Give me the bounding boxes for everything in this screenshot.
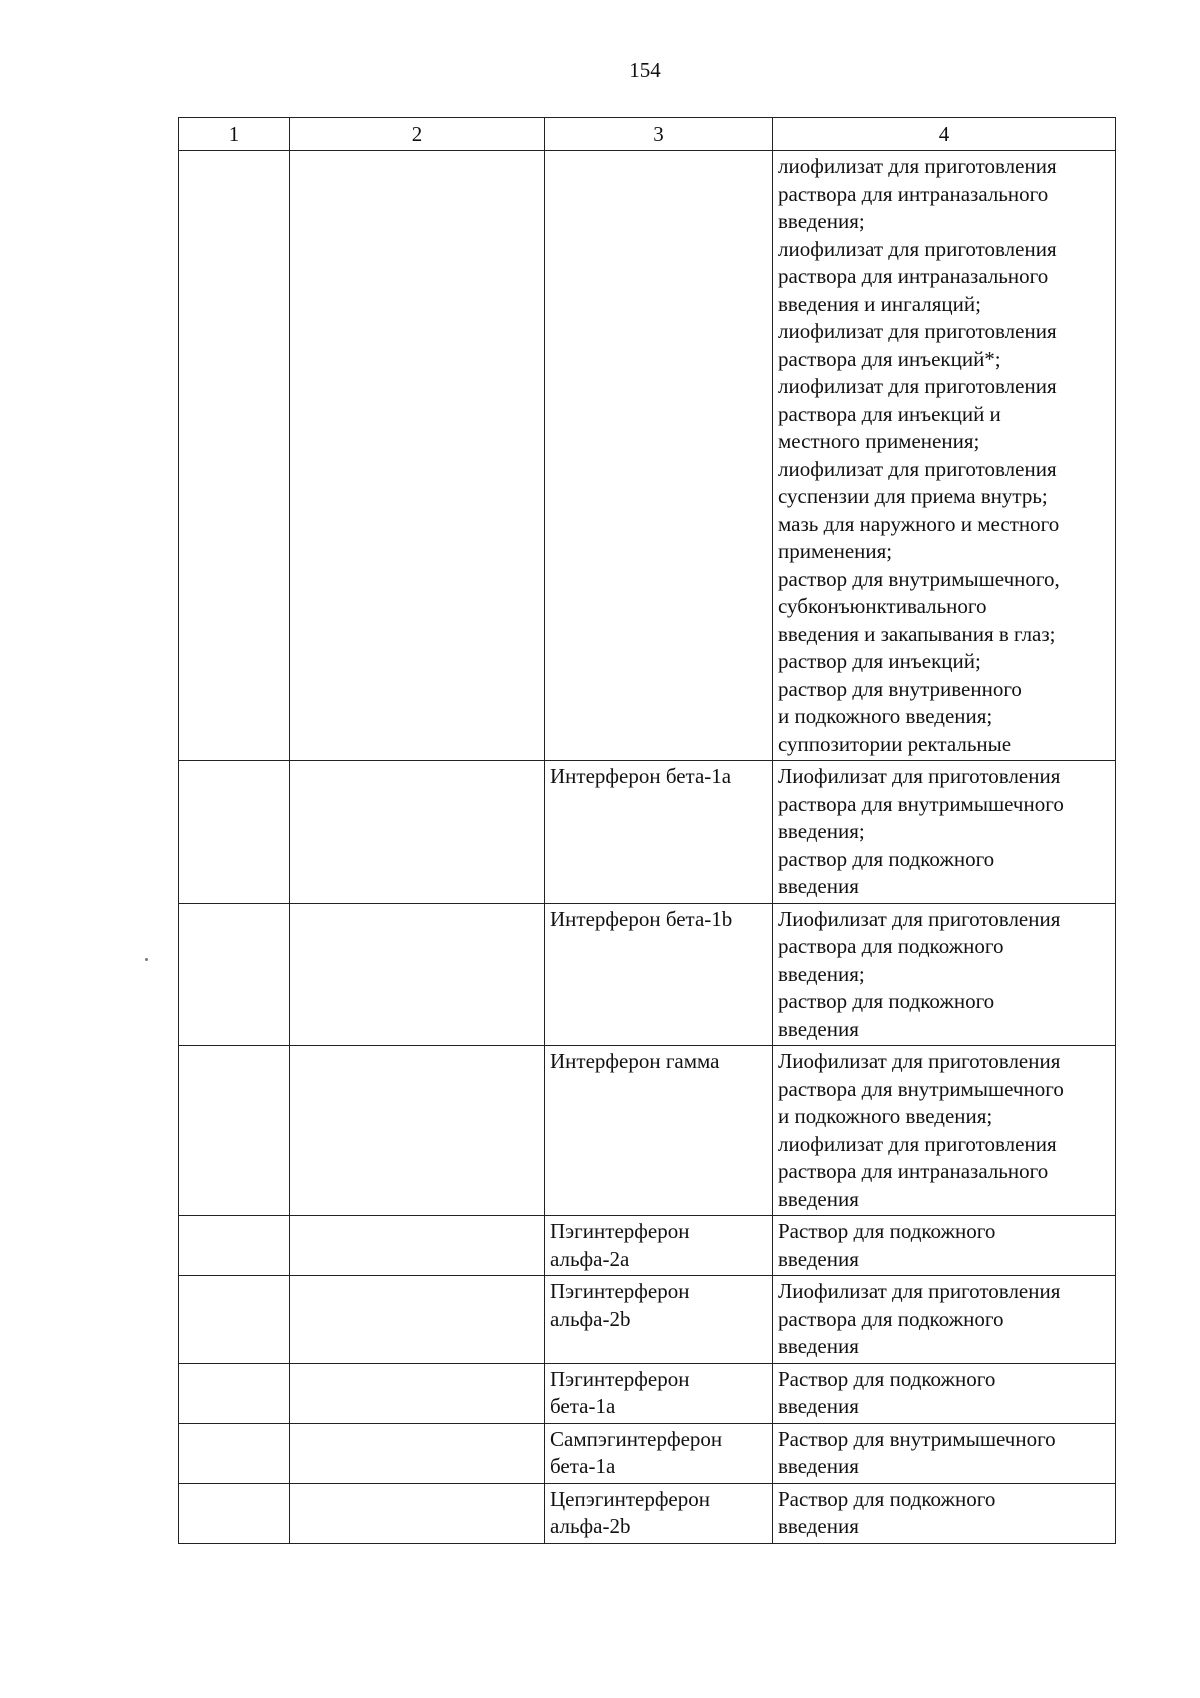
cell-text-line: раствора для интраназального: [778, 1159, 1049, 1183]
table-cell-col4: [773, 761, 1116, 904]
cell-text-line: Интерферон бета-1b: [550, 906, 733, 931]
cell-text-line: бета-1a: [550, 1394, 616, 1418]
cell-text-line: раствор для подкожного: [778, 846, 995, 871]
table-row: [179, 1046, 1116, 1216]
table-cell-col3: [545, 1216, 773, 1276]
table-row: [179, 151, 1116, 761]
cell-text-line: раствора для интраназального: [778, 181, 1049, 206]
cell-text-line: введения: [778, 1514, 859, 1538]
cell-text-line: раствора для внутримышечного: [778, 1076, 1064, 1101]
cell-text-line: раствор для подкожного: [778, 989, 995, 1013]
table-body: [179, 151, 1116, 1544]
table-row: [179, 903, 1116, 1046]
cell-text-line: раствора для подкожного: [778, 1306, 1004, 1331]
cell-text-line: раствора для подкожного: [778, 934, 1004, 958]
table-header-row: [179, 118, 1116, 151]
cell-text-line: бета-1a: [550, 1454, 616, 1478]
cell-text-line: лиофилизат для приготовления: [778, 319, 1057, 343]
table-cell-col1: [179, 1276, 290, 1364]
cell-text-line: лиофилизат для приготовления: [778, 1131, 1057, 1156]
cell-text-line: введения: [778, 1186, 859, 1211]
cell-text-line: введения: [778, 1246, 859, 1271]
table-cell-col2: [290, 903, 545, 1046]
table-row: [179, 761, 1116, 904]
scan-speck: [145, 958, 148, 961]
cell-text-line: раствора для внутримышечного: [778, 791, 1064, 816]
cell-text-line: и подкожного введения;: [778, 704, 993, 728]
cell-text-line: лиофилизат для приготовления: [778, 236, 1057, 261]
cell-text-line: раствор для внутривенного: [778, 676, 1022, 701]
table-cell-col2: [290, 1046, 545, 1216]
table-cell-col1: [179, 151, 290, 761]
cell-text-line: Раствор для внутримышечного: [778, 1426, 1056, 1451]
cell-text-line: Сампэгинтерферон: [550, 1426, 723, 1451]
cell-text-line: лиофилизат для приготовления: [778, 154, 1057, 178]
table-cell-col2: [290, 151, 545, 761]
cell-text-line: Интерферон гамма: [550, 1049, 720, 1073]
table-cell-col1: [179, 1363, 290, 1423]
cell-text-line: раствора для интраназального: [778, 264, 1049, 288]
table-cell-col4: [773, 1216, 1116, 1276]
table-cell-col4: [773, 1363, 1116, 1423]
column-header-3: 3: [545, 118, 773, 151]
cell-text-line: альфа-2b: [550, 1306, 631, 1331]
table-cell-col4: [773, 903, 1116, 1046]
table-cell-col2: [290, 1276, 545, 1364]
cell-text-line: мазь для наружного и местного: [778, 511, 1060, 536]
cell-text-line: и подкожного введения;: [778, 1104, 993, 1128]
table-cell-col2: [290, 1423, 545, 1483]
page-number: 154: [629, 58, 661, 82]
table-cell-col4: [773, 1276, 1116, 1364]
table-cell-col3: [545, 1483, 773, 1543]
table-cell-col1: [179, 1046, 290, 1216]
table-cell-col3: [545, 1276, 773, 1364]
cell-text-line: введения: [778, 1016, 859, 1041]
cell-text-line: раствора для инъекций и: [778, 401, 1001, 426]
cell-text-line: Лиофилизат для приготовления: [778, 1049, 1061, 1073]
cell-text-line: Пэгинтерферон: [550, 1219, 690, 1243]
cell-text-line: Цепэгинтерферон: [550, 1486, 710, 1511]
table-cell-col2: [290, 1216, 545, 1276]
table-cell-col3: [545, 151, 773, 761]
cell-text-line: введения и ингаляций;: [778, 291, 981, 316]
table-cell-col2: [290, 761, 545, 904]
table-cell-col3: [545, 1423, 773, 1483]
cell-text-line: раствор для инъекций;: [778, 649, 981, 673]
table-cell-col3: [545, 761, 773, 904]
cell-text-line: раствор для внутримышечного,: [778, 566, 1060, 591]
cell-text-line: введения;: [778, 209, 865, 233]
table-cell-col4: [773, 1483, 1116, 1543]
cell-text-line: Лиофилизат для приготовления: [778, 764, 1061, 788]
cell-text-line: Пэгинтерферон: [550, 1279, 690, 1303]
cell-text-line: введения: [778, 1454, 859, 1478]
cell-text-line: Раствор для подкожного: [778, 1366, 996, 1391]
table-cell-col1: [179, 1483, 290, 1543]
table-cell-col4: [773, 151, 1116, 761]
table-cell-col1: [179, 761, 290, 904]
cell-text-line: введения;: [778, 819, 865, 843]
table-row: [179, 1276, 1116, 1364]
column-header-4: 4: [773, 118, 1116, 151]
drug-table: [178, 117, 1116, 1544]
cell-text-line: суппозитории ректальные: [778, 731, 1012, 756]
table-cell-col2: [290, 1363, 545, 1423]
cell-text-line: введения: [778, 1334, 859, 1358]
column-header-1: 1: [179, 118, 290, 151]
cell-text-line: Раствор для подкожного: [778, 1219, 996, 1243]
cell-text-line: Интерферон бета-1a: [550, 764, 732, 788]
table-cell-col3: [545, 903, 773, 1046]
table-cell-col1: [179, 1216, 290, 1276]
cell-text-line: субконъюнктивального: [778, 594, 987, 618]
table-cell-col4: [773, 1046, 1116, 1216]
cell-text-line: лиофилизат для приготовления: [778, 456, 1057, 481]
cell-text-line: применения;: [778, 539, 893, 563]
table-cell-col4: [773, 1423, 1116, 1483]
cell-text-line: Раствор для подкожного: [778, 1486, 996, 1511]
cell-text-line: введения: [778, 1394, 859, 1418]
cell-text-line: альфа-2a: [550, 1246, 630, 1271]
table-cell-col2: [290, 1483, 545, 1543]
cell-text-line: местного применения;: [778, 429, 980, 453]
table-cell-col1: [179, 903, 290, 1046]
cell-text-line: введения и закапывания в глаз;: [778, 621, 1056, 646]
table-cell-col3: [545, 1363, 773, 1423]
cell-text-line: введения;: [778, 961, 865, 986]
table-cell-col3: [545, 1046, 773, 1216]
table-row: [179, 1423, 1116, 1483]
cell-text-line: Пэгинтерферон: [550, 1366, 690, 1391]
cell-text-line: Лиофилизат для приготовления: [778, 1279, 1061, 1303]
table-row: [179, 1363, 1116, 1423]
table-row: [179, 1483, 1116, 1543]
cell-text-line: раствора для инъекций*;: [778, 346, 1001, 371]
table-cell-col1: [179, 1423, 290, 1483]
cell-text-line: введения: [778, 874, 859, 898]
cell-text-line: суспензии для приема внутрь;: [778, 484, 1048, 508]
cell-text-line: лиофилизат для приготовления: [778, 374, 1057, 398]
cell-text-line: Лиофилизат для приготовления: [778, 906, 1061, 931]
table-row: [179, 1216, 1116, 1276]
column-header-2: 2: [290, 118, 545, 151]
cell-text-line: альфа-2b: [550, 1514, 631, 1538]
